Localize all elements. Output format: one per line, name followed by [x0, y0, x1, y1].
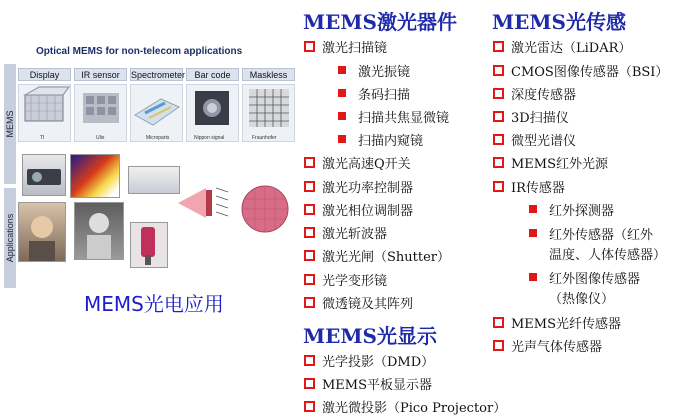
person-image — [75, 203, 123, 259]
hollow-square-bullet-icon — [304, 378, 315, 389]
hollow-square-bullet-icon — [304, 157, 315, 168]
list-item: 光学投影（DMD） — [322, 351, 434, 370]
list-item: 激光斩波器 — [322, 223, 387, 242]
sub-list-item: 条码扫描 — [358, 84, 410, 103]
mirror-array-image — [19, 85, 70, 131]
mems-photonic-applications-label: MEMS光电应用 — [84, 292, 224, 316]
handheld-scanner-image — [131, 223, 167, 267]
list-item: MEMS平板显示器 — [322, 374, 432, 393]
solid-square-bullet-icon — [338, 66, 346, 74]
projector-image — [23, 155, 65, 195]
caption: TI — [40, 135, 45, 141]
hollow-square-bullet-icon — [304, 41, 315, 52]
micro-mirror-grid-image — [243, 85, 294, 131]
figure-title: Optical MEMS for non-telecom applications — [36, 46, 243, 57]
list-item: CMOS图像传感器（BSI） — [511, 61, 668, 80]
sub-list-item: 红外图像传感器 — [549, 268, 640, 287]
column-header: Spectrometer — [131, 70, 186, 80]
solid-square-bullet-icon — [529, 205, 537, 213]
scanner-mirror-image — [187, 85, 238, 131]
list-item: 光声气体传感器 — [511, 336, 602, 355]
hollow-square-bullet-icon — [493, 134, 504, 145]
solid-square-bullet-icon — [338, 112, 346, 120]
hollow-square-bullet-icon — [493, 340, 504, 351]
mems-image-maskless-litho — [242, 84, 295, 142]
hollow-square-bullet-icon — [493, 41, 504, 52]
face-display-photo — [18, 202, 66, 262]
hollow-square-bullet-icon — [493, 181, 504, 192]
wafer-photo — [240, 184, 290, 234]
list-item: 激光微投影（Pico Projector） — [322, 397, 506, 416]
hollow-square-bullet-icon — [493, 111, 504, 122]
mems-image-ir-sensor — [74, 84, 127, 142]
solid-square-bullet-icon — [529, 273, 537, 281]
hollow-square-bullet-icon — [304, 355, 315, 366]
spectrometer-module-photo — [128, 166, 180, 194]
hollow-square-bullet-icon — [304, 204, 315, 215]
thermal-image-photo — [70, 154, 120, 198]
hollow-square-bullet-icon — [304, 401, 315, 412]
column-header: Display — [18, 68, 71, 81]
sub-list-item: 扫描共焦显微镜 — [358, 107, 449, 126]
barcode-scanner-photo — [130, 222, 168, 268]
optical-sensing-heading: MEMS光传感 — [492, 10, 626, 34]
column-headers — [18, 68, 295, 81]
column-header: IR sensor — [74, 68, 127, 81]
hollow-square-bullet-icon — [493, 317, 504, 328]
sub-list-item-continued: （热像仪） — [549, 292, 615, 307]
list-item: 激光相位调制器 — [322, 200, 413, 219]
list-item: 光学变形镜 — [322, 270, 387, 289]
list-item: IR传感器 — [511, 177, 565, 196]
mems-image-display — [18, 84, 71, 142]
row-label-mems: MEMS — [4, 64, 16, 184]
solid-square-bullet-icon — [529, 229, 537, 237]
face-image — [19, 203, 65, 261]
list-item: MEMS红外光源 — [511, 153, 608, 172]
mems-image-bar-code — [186, 84, 239, 142]
caption: Nippon signal — [194, 135, 225, 141]
spectrometer-image — [131, 85, 182, 131]
hollow-square-bullet-icon — [304, 227, 315, 238]
list-item: 激光雷达（LiDAR） — [511, 37, 631, 56]
caption: Microparts — [146, 135, 170, 141]
hollow-square-bullet-icon — [304, 274, 315, 285]
thermal-person-photo — [74, 202, 124, 260]
hollow-square-bullet-icon — [304, 250, 315, 261]
sub-list-item: 激光振镜 — [358, 61, 410, 80]
sub-list-item: 扫描内窥镜 — [358, 130, 423, 149]
list-item: 深度传感器 — [511, 84, 576, 103]
hollow-square-bullet-icon — [493, 157, 504, 168]
list-item: 激光扫描镜 — [322, 37, 387, 56]
laser-devices-heading: MEMS激光器件 — [303, 10, 457, 34]
caption: Fraunhofer — [252, 135, 277, 141]
laser-beam-image — [176, 182, 230, 224]
list-item: 微透镜及其阵列 — [322, 293, 413, 312]
list-item: 微型光谱仪 — [511, 130, 576, 149]
list-item: 3D扫描仪 — [511, 107, 569, 126]
hollow-square-bullet-icon — [493, 65, 504, 76]
hollow-square-bullet-icon — [304, 297, 315, 308]
solid-square-bullet-icon — [338, 89, 346, 97]
projector-photo — [22, 154, 66, 196]
list-item: 激光光闸（Shutter） — [322, 246, 450, 265]
column-header: Maskless — [242, 68, 295, 81]
optical-mems-figure — [4, 38, 296, 268]
row-label-applications: Applications — [4, 188, 16, 288]
sub-list-item-continued: 温度、人体传感器） — [549, 248, 667, 263]
wafer-image — [240, 184, 290, 234]
sub-list-item: 红外传感器（红外 — [549, 224, 653, 243]
mems-image-spectrometer — [130, 84, 183, 142]
laser-lens-drawing — [176, 182, 230, 224]
hollow-square-bullet-icon — [493, 88, 504, 99]
list-item: 激光高速Q开关 — [322, 153, 411, 172]
caption: Ulis — [96, 135, 105, 141]
solid-square-bullet-icon — [338, 135, 346, 143]
optical-display-heading: MEMS光显示 — [303, 324, 437, 348]
list-item: 激光功率控制器 — [322, 177, 413, 196]
column-header: Bar code — [186, 68, 239, 81]
sub-list-item: 红外探测器 — [549, 200, 614, 219]
bolometer-image — [75, 85, 126, 131]
list-item: MEMS光纤传感器 — [511, 313, 621, 332]
hollow-square-bullet-icon — [304, 181, 315, 192]
